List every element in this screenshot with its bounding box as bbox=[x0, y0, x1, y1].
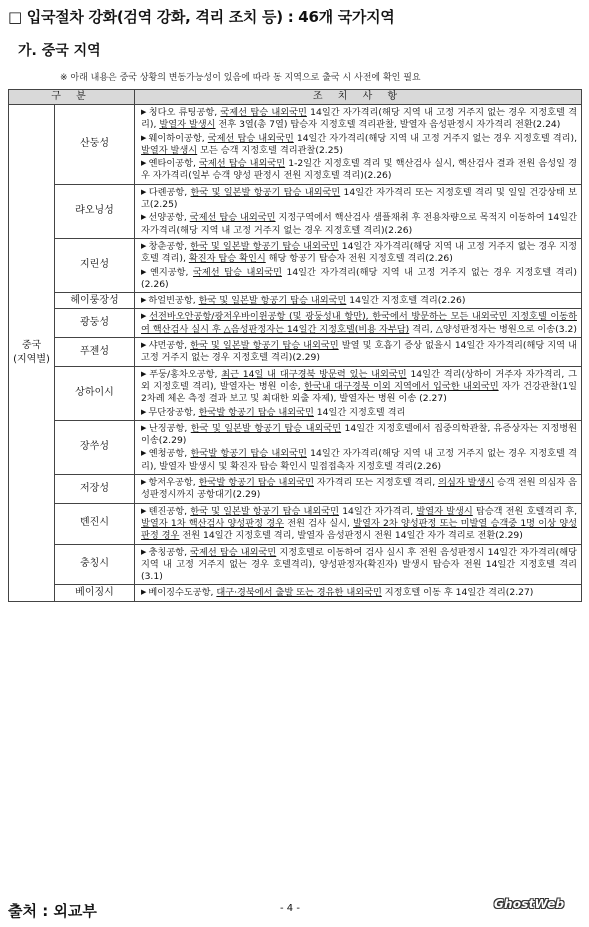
measure-entry bbox=[141, 339, 577, 365]
triangle-bullet-icon: ▶ bbox=[141, 267, 149, 276]
measure-text: 14일간 지정호텔에서 집중의학관찰, 유증상자는 지정병원 이송(2.29) bbox=[141, 422, 577, 447]
triangle-bullet-icon: ▶ bbox=[141, 296, 147, 305]
measure-text: 항저우공항, bbox=[148, 477, 199, 489]
measure-entry bbox=[141, 266, 577, 292]
measure-entry bbox=[141, 310, 577, 336]
triangle-bullet-icon: ▶ bbox=[141, 341, 147, 350]
underlined-text: 국제선 탑승 내외국민 bbox=[199, 158, 286, 170]
underlined-text: 한국 및 일본발 항공기 탑승 내외국민 bbox=[190, 240, 339, 252]
table-row bbox=[9, 105, 582, 185]
underlined-text: 국제선 탑승 내외국민 bbox=[220, 107, 307, 118]
measure-entry bbox=[141, 586, 577, 599]
triangle-bullet-icon: ▶ bbox=[141, 213, 147, 222]
underlined-text: 대구·경북에서 출발 또는 경유한 내외국민 bbox=[216, 587, 382, 599]
table-row bbox=[9, 293, 582, 309]
measure-text: 옌타이공항, bbox=[148, 158, 200, 170]
triangle-bullet-icon: ▶ bbox=[141, 506, 147, 515]
measure-text: 웨이하이공항, bbox=[148, 132, 208, 144]
measure-text: 옌청공항, bbox=[148, 448, 191, 460]
triangle-bullet-icon: ▶ bbox=[141, 369, 148, 378]
underlined-text: 한국 및 일본발 항공기 탑승 내외국민 bbox=[190, 186, 341, 198]
underlined-text: 발열자 발생시 bbox=[159, 119, 216, 131]
table-row bbox=[9, 338, 582, 367]
underlined-text: 한국발 항공기 탑승 내외국민 bbox=[190, 448, 307, 460]
triangle-bullet-icon: ▶ bbox=[141, 407, 147, 416]
measures-cell bbox=[135, 585, 582, 601]
table-header-row bbox=[9, 90, 582, 105]
region-cell: 저장성 bbox=[55, 475, 135, 504]
measures-cell bbox=[135, 105, 582, 185]
measure-text: 14일간 격리(상하이 거주자 자가격리, 그 외 지정호텔 격리), 발열자는 병원 이송, bbox=[141, 368, 577, 392]
triangle-bullet-icon: ▶ bbox=[141, 423, 147, 432]
measure-entry bbox=[141, 157, 577, 183]
measure-text: 하얼빈공항, bbox=[148, 295, 199, 307]
underlined-text: 한국 및 일본발 항공기 탑승 내외국민 bbox=[190, 340, 339, 352]
measure-text: 14일간 자가격리(해당 지역 내 고정 거주지 없는 경우 지정호텔 격리), bbox=[293, 132, 577, 144]
underlined-text: 발열자 발생시 bbox=[416, 505, 473, 517]
triangle-bullet-icon: ▶ bbox=[141, 108, 147, 116]
underlined-text: 최근 14일 내 대구경북 방문력 있는 내외국민 bbox=[221, 368, 407, 380]
triangle-bullet-icon: ▶ bbox=[141, 449, 147, 458]
section-subtitle: 가. 중국 지역 bbox=[18, 43, 101, 59]
triangle-bullet-icon: ▶ bbox=[141, 588, 147, 597]
measure-text: 격리, △양성판정자는 병원으로 이송(3.2) bbox=[409, 323, 577, 335]
table-row bbox=[9, 475, 582, 504]
underlined-text: 의심자 발생시 bbox=[438, 477, 495, 489]
table-row bbox=[9, 503, 582, 544]
underlined-text: 한국내 대구경북 이외 지역에서 입국한 내외국민 bbox=[304, 380, 499, 392]
measure-text: 지정구역에서 핵산검사 샘플채취 후 전용차량으로 목적지 이동하여 14일간 자가격리(해당 지역 내 고정 거주지 없는 경우 지정호텔 격리)(2.26) bbox=[141, 212, 578, 236]
region-cell: 광둥성 bbox=[55, 309, 135, 338]
measure-text: 다롄공항, bbox=[148, 186, 191, 198]
measure-text: 충칭공항, bbox=[148, 546, 191, 558]
measure-text: 지정호텔 이동 후 14일간 격리(2.27) bbox=[381, 587, 534, 599]
triangle-bullet-icon: ▶ bbox=[141, 547, 147, 556]
underlined-text: 한국 및 일본발 항공기 탑승 내외국민 bbox=[198, 295, 347, 307]
measures-cell bbox=[135, 184, 582, 238]
measure-text: 14일간 자가격리(해당 지역 내 고정 거주지 없는 경우 지정호텔 격리), 발열자 발생시 및 확진자 탑승 확인시 밀접접촉자 지정호텔 격리(2.26) bbox=[141, 448, 577, 472]
measure-text: 14일간 지정호텔 격리 bbox=[313, 406, 406, 418]
measures-cell bbox=[135, 544, 582, 585]
table-body bbox=[9, 105, 582, 602]
underlined-text: 한국발 항공기 탑승 내외국민 bbox=[198, 406, 314, 418]
measure-text: 탑승객 전원 호텔격리 후, bbox=[472, 505, 578, 517]
table-row bbox=[9, 309, 582, 338]
underlined-text: 국제선 탑승 내외국민 bbox=[207, 132, 294, 144]
table-row bbox=[9, 238, 582, 292]
measure-text: 지정호텔로 이동하여 검사 실시 후 전원 음성판정시 14일간 자가격리(해당 지역 내 고정 거주지 없는 경우 호텔격리), 양성판정자(확진자) 발생시 탑승자 전원 14일간 지정호텔 격리(3.1) bbox=[141, 546, 578, 583]
underlined-text: 국제선 탑승 내외국민 bbox=[190, 546, 277, 558]
underlined-text: 한국발 항공기 탑승 내외국민 bbox=[198, 477, 314, 489]
measure-text: 난징공항, bbox=[148, 422, 191, 434]
underlined-text: 확진자 탑승 확인시 bbox=[188, 253, 266, 265]
measure-text: 전원 검사 실시, bbox=[284, 517, 354, 529]
measure-text: 자가격리 또는 지정호텔 격리, bbox=[313, 477, 439, 489]
triangle-bullet-icon: ▶ bbox=[141, 159, 147, 168]
measure-entry bbox=[141, 368, 577, 406]
region-cell: 산둥성 bbox=[55, 105, 135, 185]
measure-entry bbox=[141, 294, 577, 307]
region-cell: 랴오닝성 bbox=[55, 184, 135, 238]
triangle-bullet-icon: ▶ bbox=[141, 478, 147, 487]
region-cell: 푸젠성 bbox=[55, 338, 135, 367]
measure-text: 14일간 자가격리 또는 지정호텔 격리 및 일일 건강상태 보고(2.25) bbox=[141, 186, 578, 211]
measure-text: 옌지공항, bbox=[150, 266, 193, 278]
measure-text: 승객 전원 의심자 음성판정시까지 공항대기(2.29) bbox=[141, 477, 577, 501]
measure-text: 14일간 지정호텔 격리(2.26) bbox=[346, 295, 466, 307]
table-row bbox=[9, 544, 582, 585]
header-measures: 조 치 사 항 bbox=[135, 90, 582, 105]
measure-text: 발열 및 호흡기 증상 없을시 14일간 자가격리(해당 지역 내 고정 거주지 없는 경우 지정호텔 격리)(2.29) bbox=[141, 340, 578, 364]
advisory-note: ※ 아래 내용은 중국 상황의 변동가능성이 있음에 따라 동 지역으로 출국 시 사전에 확인 필요 bbox=[60, 73, 421, 83]
measures-cell bbox=[135, 420, 582, 474]
measure-entry bbox=[141, 546, 577, 584]
underlined-text: 국제선 탑승 내외국민 bbox=[192, 266, 282, 278]
underlined-text: 한국에서 방문하는 모든 내외국민 지정호텔 이동하여 핵산검사 실시 후 △음성판정자는 14일간 지정호텔(비용 자부담) bbox=[141, 311, 577, 335]
triangle-bullet-icon: ▶ bbox=[141, 133, 147, 142]
measure-text: 1-2일간 지정호텔 격리 및 핵산검사 실시, 핵산검사 결과 전원 음성일 경우 자가격리(일부 승객 양성 판정시 전원 지정호텔 격리)(2.26) bbox=[141, 158, 578, 182]
header-category: 구 분 bbox=[9, 90, 135, 105]
measures-cell bbox=[135, 503, 582, 544]
measure-text: 모든 승객 지정호텔 격리관찰(2.25) bbox=[197, 144, 343, 156]
measure-entry bbox=[141, 240, 577, 266]
measure-text: 14일간 자가격리, bbox=[339, 505, 417, 517]
measure-text: 창춘공항, bbox=[148, 240, 191, 252]
underlined-text: 한국 및 일본발 항공기 탑승 내외국민 bbox=[190, 505, 340, 517]
measure-entry bbox=[141, 211, 577, 237]
measure-text: 전원 14일간 지정호텔 격리, 발열자 음성판정시 전원 14일간 자가 격리로 전환(2.29) bbox=[179, 530, 523, 542]
table-row bbox=[9, 366, 582, 420]
measure-entry bbox=[141, 505, 577, 543]
measure-text: 14일간 자가격리(해당 지역 내 고정 거주지 없는 경우 지정호텔 격리)(2.26) bbox=[141, 266, 577, 290]
measures-cell bbox=[135, 475, 582, 504]
region-cell: 장쑤성 bbox=[55, 420, 135, 474]
measures-cell bbox=[135, 293, 582, 309]
measures-cell bbox=[135, 238, 582, 292]
page-number: - 4 - bbox=[280, 903, 300, 914]
measure-text: 무단장공항, bbox=[148, 406, 199, 418]
measure-entry bbox=[141, 447, 577, 473]
region-cell: 헤이룽장성 bbox=[55, 293, 135, 309]
region-cell: 베이징시 bbox=[55, 585, 135, 601]
measure-text: 칭다오 류팅공항, bbox=[148, 107, 221, 118]
measure-text: 베이징수도공항, bbox=[148, 587, 217, 599]
underlined-text: 선전바오안공항/광저우바이윈공항 (및 광둥성내 항만), bbox=[149, 311, 373, 323]
source-label: 출처 : 외교부 bbox=[8, 902, 97, 920]
underlined-text: 발열자 2차 양성판정 또는 미발열 승객중 1명 이상 양성판정 경우 bbox=[141, 517, 578, 542]
measure-text: 자가 건강관찰(1일 2차례 체온 측정 결과 보고 및 최대한 외출 자제), 발열자는 병원 이송 (2.27) bbox=[141, 380, 577, 405]
measures-cell bbox=[135, 309, 582, 338]
region-cell: 톈진시 bbox=[55, 503, 135, 544]
measure-text: 톈진공항, bbox=[148, 505, 191, 517]
table-row bbox=[9, 420, 582, 474]
table-row bbox=[9, 184, 582, 238]
country-cell: 중국 (지역별) bbox=[9, 105, 55, 602]
measure-text: 전후 3열(총 7열) 탑승자 지정호텔 격리관찰, 발열자 음성판정시 자가격리 전환(2.24) bbox=[215, 119, 561, 131]
measure-text: 샤먼공항, bbox=[148, 340, 191, 352]
measure-entry bbox=[141, 186, 577, 212]
measure-entry bbox=[141, 132, 577, 158]
underlined-text: 발열자 1차 핵산검사 양성판정 경우 bbox=[141, 517, 285, 529]
triangle-bullet-icon: ▶ bbox=[141, 312, 148, 321]
measure-entry bbox=[141, 422, 577, 448]
table-row bbox=[9, 585, 582, 601]
triangle-bullet-icon: ▶ bbox=[141, 241, 147, 250]
region-cell: 상하이시 bbox=[55, 366, 135, 420]
underlined-text: 한국 및 일본발 항공기 탑승 내외국민 bbox=[190, 422, 342, 434]
measures-cell bbox=[135, 338, 582, 367]
measure-entry bbox=[141, 406, 577, 419]
region-cell: 충칭시 bbox=[55, 544, 135, 585]
triangle-bullet-icon: ▶ bbox=[141, 187, 147, 196]
measure-text: 선양공항, bbox=[148, 212, 190, 224]
underlined-text: 국제선 탑승 내외국민 bbox=[189, 212, 276, 224]
measure-text: 해당 항공기 탑승자 전원 지정호텔 격리(2.26) bbox=[265, 253, 453, 265]
measure-entry bbox=[141, 476, 577, 502]
measure-text: 푸둥/홍차오공항, bbox=[149, 368, 222, 380]
underlined-text: 발열자 발생시 bbox=[141, 144, 198, 156]
measure-entry bbox=[141, 106, 577, 132]
measure-text: 14일간 자가격리(해당 지역 내 고정 거주지 없는 경우 지정호텔 격리), bbox=[141, 240, 578, 265]
region-cell: 지린성 bbox=[55, 238, 135, 292]
measures-table bbox=[8, 89, 582, 602]
measures-cell bbox=[135, 366, 582, 420]
measure-text: 14일간 자가격리(해당 지역 내 고정 거주지 없는 경우 지정호텔 격리), bbox=[141, 107, 578, 131]
page-title: □ 입국절차 강화(검역 강화, 격리 조치 등) : 46개 국가지역 bbox=[8, 8, 395, 26]
watermark-logo: GhostWeb bbox=[494, 897, 565, 911]
